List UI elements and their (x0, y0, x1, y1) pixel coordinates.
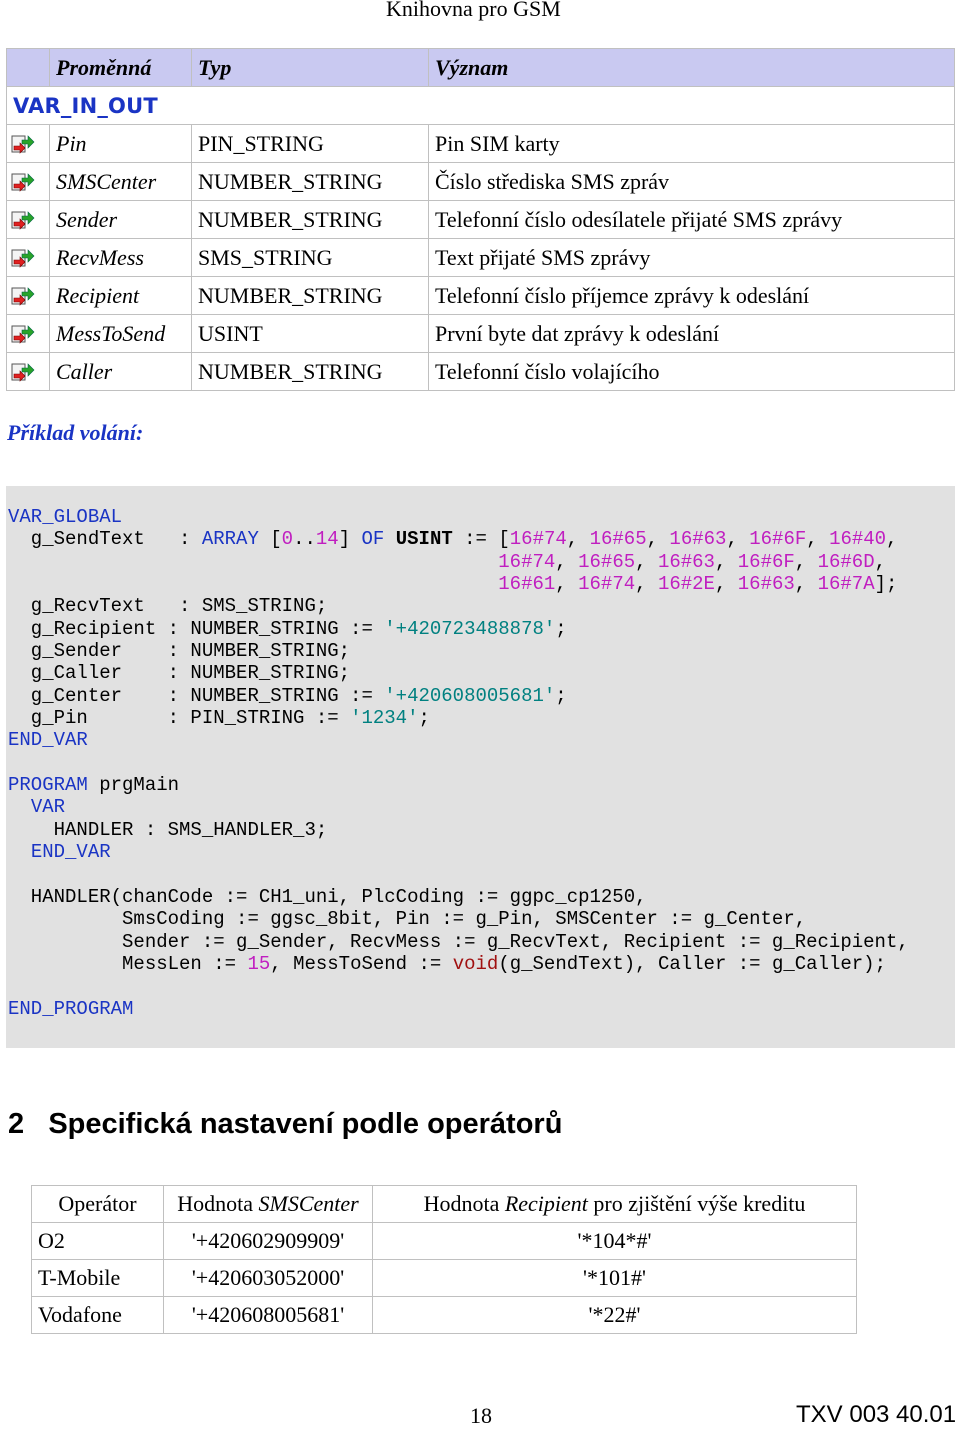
code-number: 16#74 (578, 573, 636, 596)
kw-end-var: END_VAR (8, 729, 88, 752)
code-text: := [ (452, 528, 510, 551)
code-number: 16#7A (817, 573, 875, 596)
icon-cell (7, 163, 50, 201)
operator-row (32, 1297, 857, 1334)
code-line-call-1: HANDLER(chanCode := CH1_uni, PlcCoding := ggpc_cp1250, (8, 885, 647, 908)
type-usint: USINT (395, 528, 453, 551)
variable-name: RecvMess (50, 239, 192, 277)
variable-meaning: Telefonní číslo odesílatele přijaté SMS zprávy (429, 201, 955, 239)
icon-cell (7, 201, 50, 239)
code-number: 16#63 (737, 573, 795, 596)
code-number: 16#63 (669, 528, 727, 551)
header-text: Hodnota (177, 1191, 259, 1216)
column-header-type: Typ (192, 49, 429, 87)
variable-row (7, 277, 955, 315)
code-number: 16#6D (817, 550, 875, 573)
section-heading (8, 1108, 562, 1141)
variable-row (7, 125, 955, 163)
smscenter-value: '+420603052000' (164, 1260, 373, 1297)
code-string: '1234' (350, 707, 419, 730)
section-row (7, 87, 955, 125)
smscenter-value: '+420602909909' (164, 1223, 373, 1260)
variable-type: NUMBER_STRING (192, 277, 429, 315)
kw-end-program: END_PROGRAM (8, 997, 134, 1020)
in-out-arrow-icon (11, 134, 35, 156)
column-header-operator: Operátor (32, 1186, 164, 1223)
header-italic: Recipient (504, 1191, 588, 1216)
section-title-text: Specifická nastavení podle operátorů (48, 1108, 563, 1140)
variable-meaning: Telefonní číslo volajícího (429, 353, 955, 391)
variable-row (7, 163, 955, 201)
code-number: 14 (315, 528, 339, 551)
header-text: pro zjištění výše kreditu (587, 1191, 806, 1216)
variable-type: PIN_STRING (192, 125, 429, 163)
in-out-arrow-icon (11, 362, 35, 384)
operator-row (32, 1260, 857, 1297)
code-number: 16#61 (498, 573, 556, 596)
code-text: , MessToSend := (270, 952, 453, 975)
code-line-center: g_Center : NUMBER_STRING := (8, 684, 385, 707)
code-line-caller: g_Caller : NUMBER_STRING; (8, 662, 351, 685)
in-out-arrow-icon (11, 324, 35, 346)
code-number: 16#63 (657, 550, 715, 573)
variable-meaning: Číslo střediska SMS zpráv (429, 163, 955, 201)
header-italic: SMSCenter (258, 1191, 359, 1216)
recipient-value: '*22#' (373, 1297, 857, 1334)
column-header-smscenter (164, 1186, 373, 1223)
code-text: MessLen := (8, 952, 248, 975)
code-number: 16#2E (657, 573, 715, 596)
fn-void: void (452, 952, 499, 975)
code-line-pin: g_Pin : PIN_STRING := (8, 707, 351, 730)
code-number: 16#6F (749, 528, 807, 551)
icon-cell (7, 277, 50, 315)
code-line-recvtext: g_RecvText : SMS_STRING; (8, 595, 328, 618)
array-line-1: 16#74, 16#65, 16#63, 16#6F, 16#40, (509, 528, 898, 551)
code-line-call-3: Sender := g_Sender, RecvMess := g_RecvText, Recipient := g_Recipient, (8, 930, 909, 953)
operator-name: O2 (32, 1223, 164, 1260)
kw-array: ARRAY (201, 528, 259, 551)
variable-row (7, 201, 955, 239)
variable-type: USINT (192, 315, 429, 353)
section-number: 2 (8, 1108, 25, 1140)
variables-table-header (7, 49, 955, 87)
variable-meaning: Text přijaté SMS zprávy (429, 239, 955, 277)
code-string: '+420723488878' (384, 617, 556, 640)
code-block (6, 486, 955, 1048)
variables-rows (7, 125, 955, 391)
code-number: 16#6F (737, 550, 795, 573)
section-label: VAR_IN_OUT (7, 87, 955, 125)
in-out-arrow-icon (11, 172, 35, 194)
code-listing: VAR_GLOBAL g_SendText : ARRAY [0..14] OF USINT := [16#74, 16#65, 16#63, 16#6F, 16#40, 16#74, 16#65, 16#63, 16#6F, 16#6D, 16#61, 16#74, 16#2E, 16#63, 16#7A]; g_RecvText : SMS_STRING; g_Recipient : NUMBER_STRING := '+420723488878'; g_Sender : NUMBER_STRING; g_Caller : NUMBER_STRING; g_Center : NUMBER_STRING := '+420608005681'; g_Pin : PIN_STRING := '1234'; END_VAR PROGRAM prgMain VAR HANDLER : SMS_HANDLER_3; END_VAR HANDLER(chanCode := CH1_uni, PlcCoding := ggpc_cp1250, SmsCoding := ggsc_8bit, Pin := g_Pin, SMSCenter := g_Center, Sender := g_Sender, RecvMess := g_RecvText, Recipient := g_Recipient, MessLen := 15, MessToSend := void(g_SendText), Caller := g_Caller); END_PROGRAM (8, 506, 909, 1020)
array-line-2: 16#74, 16#65, 16#63, 16#6F, 16#6D, (498, 550, 887, 573)
kw-of: OF (361, 528, 385, 551)
page-number: 18 (470, 1403, 492, 1428)
icon-cell (7, 239, 50, 277)
in-out-arrow-icon (11, 210, 35, 232)
variable-type: SMS_STRING (192, 239, 429, 277)
variable-row (7, 353, 955, 391)
code-number: 16#74 (498, 550, 556, 573)
code-number: 0 (281, 528, 294, 551)
variable-meaning: Telefonní číslo příjemce zprávy k odeslání (429, 277, 955, 315)
icon-cell (7, 315, 50, 353)
smscenter-value: '+420608005681' (164, 1297, 373, 1334)
kw-var: VAR (30, 796, 66, 819)
code-text: ] (338, 528, 362, 551)
operator-name: T-Mobile (32, 1260, 164, 1297)
variable-meaning: První byte dat zprávy k odeslání (429, 315, 955, 353)
variable-type: NUMBER_STRING (192, 353, 429, 391)
variable-row (7, 239, 955, 277)
variable-name: SMSCenter (50, 163, 192, 201)
code-number: 16#65 (578, 550, 636, 573)
variable-type: NUMBER_STRING (192, 201, 429, 239)
column-header-recipient (373, 1186, 857, 1223)
code-line-call-2: SmsCoding := ggsc_8bit, Pin := g_Pin, SMSCenter := g_Center, (8, 908, 807, 931)
example-heading: Příklad volání: (7, 420, 144, 445)
variable-meaning: Pin SIM karty (429, 125, 955, 163)
code-string: '+420608005681' (384, 684, 556, 707)
variable-type: NUMBER_STRING (192, 163, 429, 201)
page-header-title: Knihovna pro GSM (386, 0, 561, 21)
operators-rows (32, 1223, 857, 1334)
operators-table-header (32, 1186, 857, 1223)
code-text: g_SendText : (8, 528, 202, 551)
variable-row (7, 315, 955, 353)
header-icon-cell (7, 49, 50, 87)
operator-row (32, 1223, 857, 1260)
code-text: (g_SendText), Caller := g_Caller); (498, 952, 886, 975)
kw-end-var: END_VAR (30, 841, 111, 864)
recipient-value: '*101#' (373, 1260, 857, 1297)
icon-cell (7, 125, 50, 163)
program-name: prgMain (87, 774, 180, 797)
kw-program: PROGRAM (8, 774, 88, 797)
code-number: 16#40 (829, 528, 887, 551)
in-out-arrow-icon (11, 248, 35, 270)
icon-cell (7, 353, 50, 391)
code-number: 16#74 (509, 528, 567, 551)
column-header-variable: Proměnná (50, 49, 192, 87)
code-line-recipient: g_Recipient : NUMBER_STRING := (8, 617, 385, 640)
recipient-value: '*104*#' (373, 1223, 857, 1260)
operators-table (31, 1185, 857, 1334)
code-text: .. (293, 528, 316, 551)
document-id: TXV 003 40.01 (796, 1401, 957, 1428)
variable-name: Pin (50, 125, 192, 163)
variable-name: Sender (50, 201, 192, 239)
variables-table (6, 48, 955, 391)
variable-name: Caller (50, 353, 192, 391)
variable-name: MessToSend (50, 315, 192, 353)
header-text: Hodnota (423, 1191, 505, 1216)
code-line-sender: g_Sender : NUMBER_STRING; (8, 640, 351, 663)
in-out-arrow-icon (11, 286, 35, 308)
column-header-meaning: Význam (429, 49, 955, 87)
code-number: 16#65 (589, 528, 647, 551)
variable-name: Recipient (50, 277, 192, 315)
code-line-handler-decl: HANDLER : SMS_HANDLER_3; (8, 818, 328, 841)
array-line-3: 16#61, 16#74, 16#2E, 16#63, 16#7A]; (498, 573, 898, 596)
operator-name: Vodafone (32, 1297, 164, 1334)
code-text: [ (258, 528, 282, 551)
code-number: 15 (247, 952, 271, 975)
kw-var-global: VAR_GLOBAL (8, 506, 123, 528)
